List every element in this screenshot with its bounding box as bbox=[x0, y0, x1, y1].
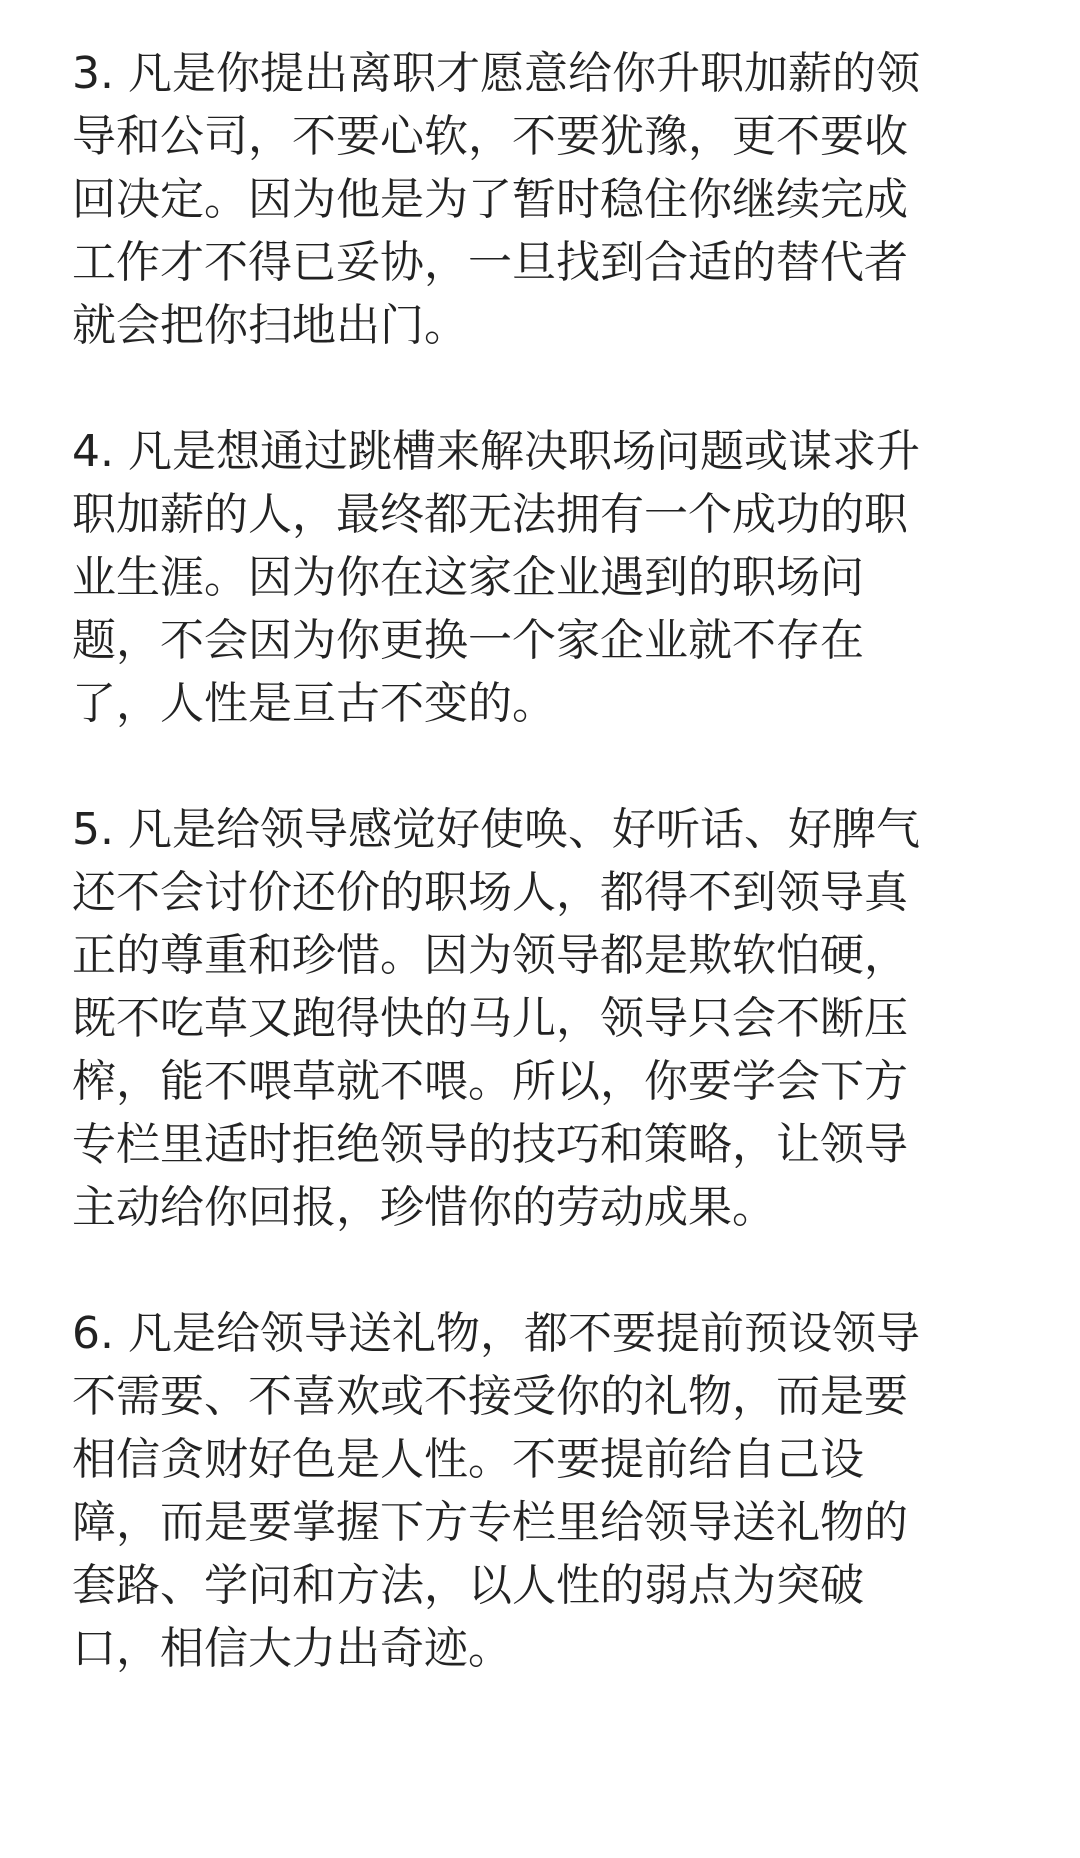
text-line: 题，不会因为你更换一个家企业就不存在 bbox=[72, 615, 864, 666]
text-line: 既不吃草又跑得快的马儿，领导只会不断压 bbox=[72, 993, 908, 1044]
paragraph-5 bbox=[72, 798, 1008, 1239]
text-line: 导和公司，不要心软，不要犹豫，更不要收 bbox=[72, 111, 908, 162]
text-line: 还不会讨价还价的职场人，都得不到领导真 bbox=[72, 867, 908, 918]
text-line: 口，相信大力出奇迹。 bbox=[72, 1623, 512, 1674]
text-line: 不需要、不喜欢或不接受你的礼物，而是要 bbox=[72, 1371, 908, 1422]
text-line: 6. 凡是给领导送礼物，都不要提前预设领导 bbox=[72, 1308, 920, 1359]
text-line: 职加薪的人，最终都无法拥有一个成功的职 bbox=[72, 489, 908, 540]
paragraph-3 bbox=[72, 42, 1008, 357]
text-line: 专栏里适时拒绝领导的技巧和策略，让领导 bbox=[72, 1119, 908, 1170]
paragraph-6 bbox=[72, 1302, 1008, 1680]
paragraph-4 bbox=[72, 420, 1008, 735]
text-line: 5. 凡是给领导感觉好使唤、好听话、好脾气 bbox=[72, 804, 920, 855]
text-line: 3. 凡是你提出离职才愿意给你升职加薪的领 bbox=[72, 48, 920, 99]
text-line: 就会把你扫地出门。 bbox=[72, 300, 468, 351]
text-line: 障，而是要掌握下方专栏里给领导送礼物的 bbox=[72, 1497, 908, 1548]
text-line: 榨，能不喂草就不喂。所以，你要学会下方 bbox=[72, 1056, 908, 1107]
text-line: 相信贪财好色是人性。不要提前给自己设 bbox=[72, 1434, 864, 1485]
text-line: 工作才不得已妥协，一旦找到合适的替代者 bbox=[72, 237, 908, 288]
text-line: 主动给你回报，珍惜你的劳动成果。 bbox=[72, 1182, 776, 1233]
text-line: 套路、学问和方法，以人性的弱点为突破 bbox=[72, 1560, 864, 1611]
text-line: 4. 凡是想通过跳槽来解决职场问题或谋求升 bbox=[72, 426, 920, 477]
text-line: 正的尊重和珍惜。因为领导都是欺软怕硬， bbox=[72, 930, 908, 981]
article-body bbox=[72, 42, 1008, 1743]
text-line: 了，人性是亘古不变的。 bbox=[72, 678, 556, 729]
text-line: 业生涯。因为你在这家企业遇到的职场问 bbox=[72, 552, 864, 603]
text-line: 回决定。因为他是为了暂时稳住你继续完成 bbox=[72, 174, 908, 225]
